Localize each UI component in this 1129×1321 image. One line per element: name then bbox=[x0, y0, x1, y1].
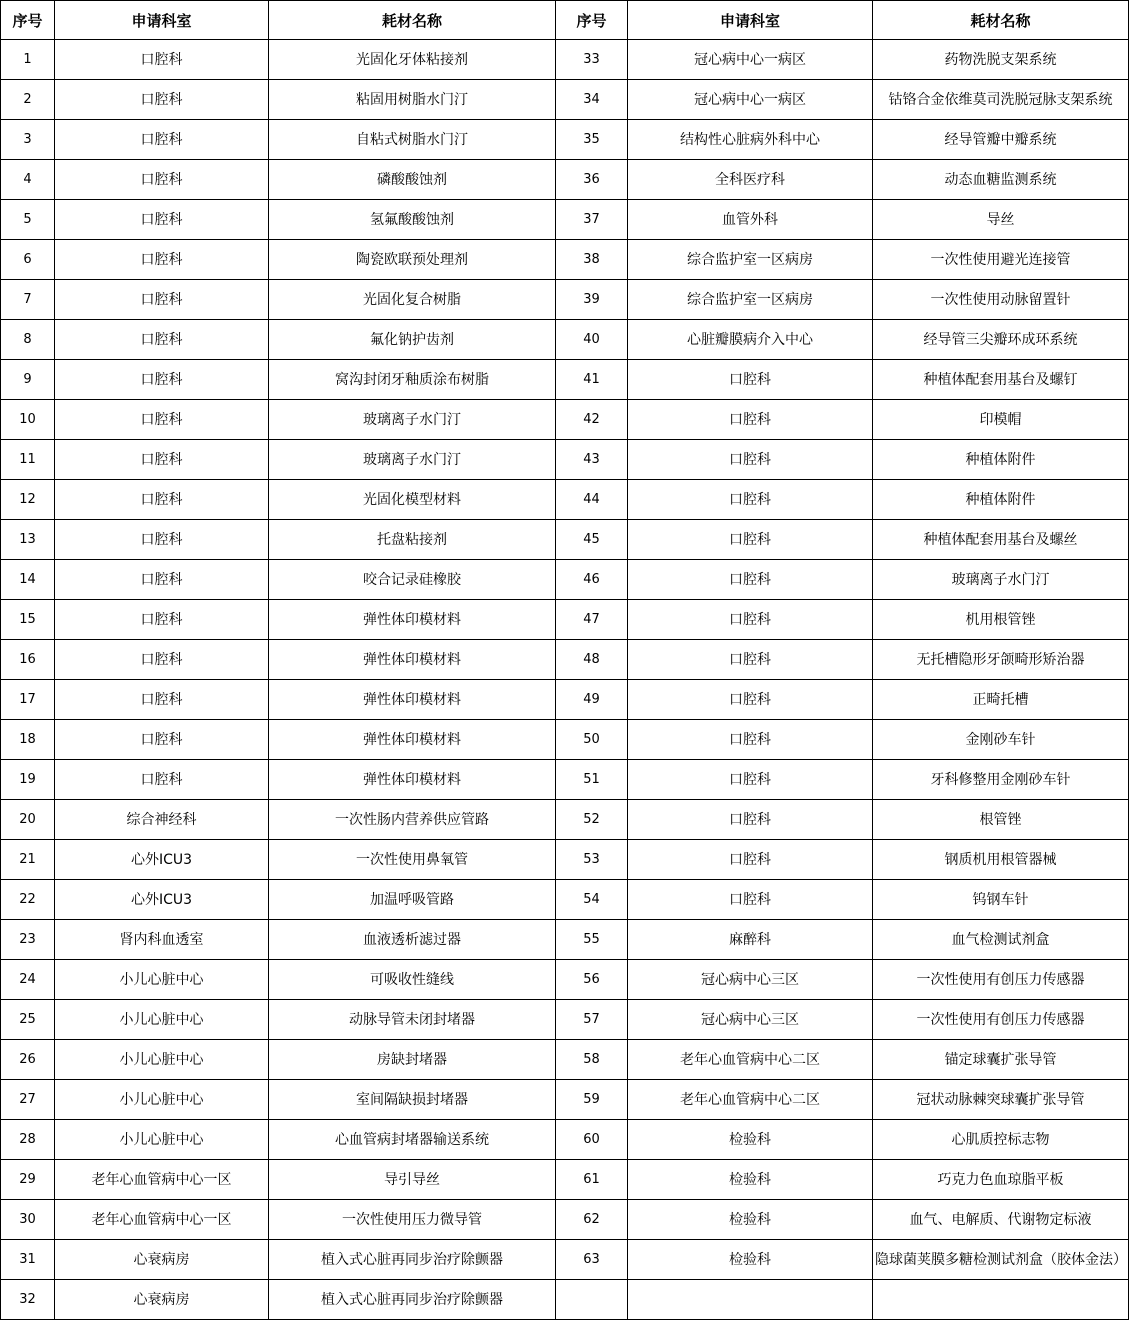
header-seq-left: 序号 bbox=[1, 1, 55, 40]
dept-cell: 口腔科 bbox=[55, 40, 269, 80]
dept-cell: 口腔科 bbox=[55, 640, 269, 680]
item-cell: 磷酸酸蚀剂 bbox=[269, 160, 556, 200]
seq-cell: 19 bbox=[1, 760, 55, 800]
item-cell: 弹性体印模材料 bbox=[269, 640, 556, 680]
dept-cell: 老年心血管病中心二区 bbox=[628, 1040, 873, 1080]
seq-cell: 59 bbox=[556, 1080, 628, 1120]
dept-cell: 老年心血管病中心一区 bbox=[55, 1160, 269, 1200]
seq-cell: 56 bbox=[556, 960, 628, 1000]
item-cell: 巧克力色血琼脂平板 bbox=[873, 1160, 1129, 1200]
dept-cell: 检验科 bbox=[628, 1120, 873, 1160]
seq-cell: 23 bbox=[1, 920, 55, 960]
dept-cell: 心外ICU3 bbox=[55, 840, 269, 880]
table-row bbox=[1, 480, 1129, 520]
table-row bbox=[1, 520, 1129, 560]
item-cell: 牙科修整用金刚砂车针 bbox=[873, 760, 1129, 800]
seq-cell: 43 bbox=[556, 440, 628, 480]
seq-cell: 17 bbox=[1, 680, 55, 720]
dept-cell: 口腔科 bbox=[628, 560, 873, 600]
item-cell: 弹性体印模材料 bbox=[269, 600, 556, 640]
seq-cell: 46 bbox=[556, 560, 628, 600]
item-cell: 粘固用树脂水门汀 bbox=[269, 80, 556, 120]
seq-cell: 12 bbox=[1, 480, 55, 520]
table-row bbox=[1, 1160, 1129, 1200]
dept-cell: 口腔科 bbox=[628, 360, 873, 400]
seq-cell: 26 bbox=[1, 1040, 55, 1080]
dept-cell: 检验科 bbox=[628, 1240, 873, 1280]
item-cell: 可吸收性缝线 bbox=[269, 960, 556, 1000]
dept-cell: 麻醉科 bbox=[628, 920, 873, 960]
seq-cell: 28 bbox=[1, 1120, 55, 1160]
seq-cell: 57 bbox=[556, 1000, 628, 1040]
dept-cell: 口腔科 bbox=[628, 720, 873, 760]
table-row bbox=[1, 960, 1129, 1000]
seq-cell: 42 bbox=[556, 400, 628, 440]
header-item-right: 耗材名称 bbox=[873, 1, 1129, 40]
header-item-left: 耗材名称 bbox=[269, 1, 556, 40]
table-row bbox=[1, 1200, 1129, 1240]
dept-cell: 口腔科 bbox=[628, 520, 873, 560]
item-cell: 弹性体印模材料 bbox=[269, 720, 556, 760]
item-cell: 托盘粘接剂 bbox=[269, 520, 556, 560]
dept-cell: 口腔科 bbox=[628, 640, 873, 680]
dept-cell: 冠心病中心三区 bbox=[628, 960, 873, 1000]
table-row bbox=[1, 800, 1129, 840]
item-cell: 隐球菌荚膜多糖检测试剂盒（胶体金法） bbox=[873, 1240, 1129, 1280]
item-cell: 无托槽隐形牙颌畸形矫治器 bbox=[873, 640, 1129, 680]
item-cell: 一次性使用鼻氧管 bbox=[269, 840, 556, 880]
table-row bbox=[1, 120, 1129, 160]
dept-cell bbox=[628, 1280, 873, 1320]
item-cell: 玻璃离子水门汀 bbox=[269, 400, 556, 440]
dept-cell: 口腔科 bbox=[55, 360, 269, 400]
seq-cell: 54 bbox=[556, 880, 628, 920]
dept-cell: 口腔科 bbox=[55, 120, 269, 160]
item-cell: 动态血糖监测系统 bbox=[873, 160, 1129, 200]
seq-cell: 1 bbox=[1, 40, 55, 80]
dept-cell: 口腔科 bbox=[628, 800, 873, 840]
seq-cell: 14 bbox=[1, 560, 55, 600]
item-cell: 正畸托槽 bbox=[873, 680, 1129, 720]
seq-cell: 52 bbox=[556, 800, 628, 840]
item-cell: 玻璃离子水门汀 bbox=[269, 440, 556, 480]
dept-cell: 口腔科 bbox=[628, 880, 873, 920]
item-cell: 钴铬合金依维莫司洗脱冠脉支架系统 bbox=[873, 80, 1129, 120]
dept-cell: 口腔科 bbox=[55, 280, 269, 320]
dept-cell: 心脏瓣膜病介入中心 bbox=[628, 320, 873, 360]
seq-cell: 29 bbox=[1, 1160, 55, 1200]
dept-cell: 口腔科 bbox=[628, 760, 873, 800]
seq-cell: 34 bbox=[556, 80, 628, 120]
dept-cell: 口腔科 bbox=[55, 480, 269, 520]
dept-cell: 小儿心脏中心 bbox=[55, 1000, 269, 1040]
item-cell: 种植体配套用基台及螺丝 bbox=[873, 520, 1129, 560]
dept-cell: 口腔科 bbox=[628, 680, 873, 720]
item-cell: 光固化模型材料 bbox=[269, 480, 556, 520]
item-cell: 一次性使用动脉留置针 bbox=[873, 280, 1129, 320]
dept-cell: 老年心血管病中心二区 bbox=[628, 1080, 873, 1120]
table-row bbox=[1, 760, 1129, 800]
seq-cell: 7 bbox=[1, 280, 55, 320]
dept-cell: 血管外科 bbox=[628, 200, 873, 240]
dept-cell: 肾内科血透室 bbox=[55, 920, 269, 960]
item-cell: 药物洗脱支架系统 bbox=[873, 40, 1129, 80]
item-cell: 机用根管锉 bbox=[873, 600, 1129, 640]
item-cell: 光固化牙体粘接剂 bbox=[269, 40, 556, 80]
seq-cell: 39 bbox=[556, 280, 628, 320]
table-row bbox=[1, 560, 1129, 600]
table-row bbox=[1, 600, 1129, 640]
dept-cell: 口腔科 bbox=[628, 480, 873, 520]
item-cell: 导引导丝 bbox=[269, 1160, 556, 1200]
item-cell: 房缺封堵器 bbox=[269, 1040, 556, 1080]
dept-cell: 口腔科 bbox=[628, 440, 873, 480]
table-row bbox=[1, 1240, 1129, 1280]
seq-cell: 31 bbox=[1, 1240, 55, 1280]
item-cell: 根管锉 bbox=[873, 800, 1129, 840]
table-row bbox=[1, 280, 1129, 320]
header-row bbox=[1, 1, 1129, 40]
table-row bbox=[1, 80, 1129, 120]
seq-cell: 60 bbox=[556, 1120, 628, 1160]
seq-cell: 49 bbox=[556, 680, 628, 720]
dept-cell: 口腔科 bbox=[55, 680, 269, 720]
header-seq-right: 序号 bbox=[556, 1, 628, 40]
table-row bbox=[1, 840, 1129, 880]
item-cell: 咬合记录硅橡胶 bbox=[269, 560, 556, 600]
item-cell: 氢氟酸酸蚀剂 bbox=[269, 200, 556, 240]
seq-cell: 3 bbox=[1, 120, 55, 160]
seq-cell: 25 bbox=[1, 1000, 55, 1040]
seq-cell: 2 bbox=[1, 80, 55, 120]
dept-cell: 心衰病房 bbox=[55, 1280, 269, 1320]
seq-cell: 58 bbox=[556, 1040, 628, 1080]
dept-cell: 小儿心脏中心 bbox=[55, 1040, 269, 1080]
table-row bbox=[1, 880, 1129, 920]
seq-cell: 51 bbox=[556, 760, 628, 800]
table-row bbox=[1, 1080, 1129, 1120]
item-cell: 金刚砂车针 bbox=[873, 720, 1129, 760]
table-row bbox=[1, 1120, 1129, 1160]
item-cell: 血气检测试剂盒 bbox=[873, 920, 1129, 960]
table-row bbox=[1, 160, 1129, 200]
seq-cell: 16 bbox=[1, 640, 55, 680]
dept-cell: 口腔科 bbox=[55, 80, 269, 120]
seq-cell: 10 bbox=[1, 400, 55, 440]
seq-cell: 53 bbox=[556, 840, 628, 880]
seq-cell: 22 bbox=[1, 880, 55, 920]
dept-cell: 口腔科 bbox=[55, 520, 269, 560]
dept-cell: 冠心病中心一病区 bbox=[628, 80, 873, 120]
seq-cell: 44 bbox=[556, 480, 628, 520]
item-cell bbox=[873, 1280, 1129, 1320]
item-cell: 经导管瓣中瓣系统 bbox=[873, 120, 1129, 160]
seq-cell: 6 bbox=[1, 240, 55, 280]
seq-cell: 37 bbox=[556, 200, 628, 240]
seq-cell: 11 bbox=[1, 440, 55, 480]
item-cell: 种植体附件 bbox=[873, 440, 1129, 480]
seq-cell: 63 bbox=[556, 1240, 628, 1280]
seq-cell: 61 bbox=[556, 1160, 628, 1200]
table-row bbox=[1, 40, 1129, 80]
item-cell: 植入式心脏再同步治疗除颤器 bbox=[269, 1240, 556, 1280]
item-cell: 植入式心脏再同步治疗除颤器 bbox=[269, 1280, 556, 1320]
dept-cell: 口腔科 bbox=[55, 240, 269, 280]
dept-cell: 冠心病中心一病区 bbox=[628, 40, 873, 80]
table-row bbox=[1, 440, 1129, 480]
item-cell: 经导管三尖瓣环成环系统 bbox=[873, 320, 1129, 360]
item-cell: 冠状动脉棘突球囊扩张导管 bbox=[873, 1080, 1129, 1120]
dept-cell: 综合监护室一区病房 bbox=[628, 240, 873, 280]
item-cell: 一次性肠内营养供应管路 bbox=[269, 800, 556, 840]
seq-cell: 27 bbox=[1, 1080, 55, 1120]
table-row bbox=[1, 720, 1129, 760]
item-cell: 血气、电解质、代谢物定标液 bbox=[873, 1200, 1129, 1240]
header-dept-left: 申请科室 bbox=[55, 1, 269, 40]
dept-cell: 口腔科 bbox=[55, 600, 269, 640]
dept-cell: 综合神经科 bbox=[55, 800, 269, 840]
item-cell: 加温呼吸管路 bbox=[269, 880, 556, 920]
item-cell: 锚定球囊扩张导管 bbox=[873, 1040, 1129, 1080]
table-row bbox=[1, 200, 1129, 240]
seq-cell: 38 bbox=[556, 240, 628, 280]
item-cell: 钢质机用根管器械 bbox=[873, 840, 1129, 880]
item-cell: 自粘式树脂水门汀 bbox=[269, 120, 556, 160]
table-row bbox=[1, 360, 1129, 400]
dept-cell: 全科医疗科 bbox=[628, 160, 873, 200]
item-cell: 导丝 bbox=[873, 200, 1129, 240]
seq-cell: 15 bbox=[1, 600, 55, 640]
seq-cell: 24 bbox=[1, 960, 55, 1000]
dept-cell: 口腔科 bbox=[55, 760, 269, 800]
dept-cell: 口腔科 bbox=[55, 440, 269, 480]
item-cell: 动脉导管未闭封堵器 bbox=[269, 1000, 556, 1040]
seq-cell bbox=[556, 1280, 628, 1320]
table-row bbox=[1, 1280, 1129, 1320]
table-row bbox=[1, 240, 1129, 280]
table-row bbox=[1, 320, 1129, 360]
seq-cell: 30 bbox=[1, 1200, 55, 1240]
seq-cell: 9 bbox=[1, 360, 55, 400]
seq-cell: 13 bbox=[1, 520, 55, 560]
seq-cell: 18 bbox=[1, 720, 55, 760]
header-dept-right: 申请科室 bbox=[628, 1, 873, 40]
dept-cell: 心外ICU3 bbox=[55, 880, 269, 920]
seq-cell: 32 bbox=[1, 1280, 55, 1320]
table-row bbox=[1, 400, 1129, 440]
item-cell: 弹性体印模材料 bbox=[269, 680, 556, 720]
dept-cell: 口腔科 bbox=[55, 400, 269, 440]
seq-cell: 55 bbox=[556, 920, 628, 960]
item-cell: 印模帽 bbox=[873, 400, 1129, 440]
item-cell: 种植体配套用基台及螺钉 bbox=[873, 360, 1129, 400]
seq-cell: 45 bbox=[556, 520, 628, 560]
item-cell: 一次性使用压力微导管 bbox=[269, 1200, 556, 1240]
table-row bbox=[1, 680, 1129, 720]
dept-cell: 结构性心脏病外科中心 bbox=[628, 120, 873, 160]
seq-cell: 5 bbox=[1, 200, 55, 240]
table-body bbox=[1, 40, 1129, 1320]
item-cell: 钨钢车针 bbox=[873, 880, 1129, 920]
seq-cell: 36 bbox=[556, 160, 628, 200]
seq-cell: 41 bbox=[556, 360, 628, 400]
seq-cell: 4 bbox=[1, 160, 55, 200]
table-row bbox=[1, 1000, 1129, 1040]
table-row bbox=[1, 920, 1129, 960]
item-cell: 心肌质控标志物 bbox=[873, 1120, 1129, 1160]
item-cell: 弹性体印模材料 bbox=[269, 760, 556, 800]
dept-cell: 检验科 bbox=[628, 1160, 873, 1200]
dept-cell: 心衰病房 bbox=[55, 1240, 269, 1280]
dept-cell: 口腔科 bbox=[55, 200, 269, 240]
item-cell: 种植体附件 bbox=[873, 480, 1129, 520]
seq-cell: 47 bbox=[556, 600, 628, 640]
item-cell: 心血管病封堵器输送系统 bbox=[269, 1120, 556, 1160]
seq-cell: 50 bbox=[556, 720, 628, 760]
item-cell: 玻璃离子水门汀 bbox=[873, 560, 1129, 600]
seq-cell: 20 bbox=[1, 800, 55, 840]
dept-cell: 综合监护室一区病房 bbox=[628, 280, 873, 320]
dept-cell: 口腔科 bbox=[55, 560, 269, 600]
table-row bbox=[1, 640, 1129, 680]
item-cell: 陶瓷欧联预处理剂 bbox=[269, 240, 556, 280]
seq-cell: 8 bbox=[1, 320, 55, 360]
item-cell: 室间隔缺损封堵器 bbox=[269, 1080, 556, 1120]
dept-cell: 检验科 bbox=[628, 1200, 873, 1240]
item-cell: 光固化复合树脂 bbox=[269, 280, 556, 320]
dept-cell: 老年心血管病中心一区 bbox=[55, 1200, 269, 1240]
seq-cell: 35 bbox=[556, 120, 628, 160]
item-cell: 一次性使用有创压力传感器 bbox=[873, 960, 1129, 1000]
item-cell: 血液透析滤过器 bbox=[269, 920, 556, 960]
seq-cell: 21 bbox=[1, 840, 55, 880]
item-cell: 氟化钠护齿剂 bbox=[269, 320, 556, 360]
dept-cell: 小儿心脏中心 bbox=[55, 960, 269, 1000]
seq-cell: 48 bbox=[556, 640, 628, 680]
seq-cell: 62 bbox=[556, 1200, 628, 1240]
item-cell: 一次性使用有创压力传感器 bbox=[873, 1000, 1129, 1040]
dept-cell: 口腔科 bbox=[55, 320, 269, 360]
dept-cell: 口腔科 bbox=[628, 400, 873, 440]
dept-cell: 冠心病中心三区 bbox=[628, 1000, 873, 1040]
dept-cell: 口腔科 bbox=[628, 840, 873, 880]
dept-cell: 口腔科 bbox=[55, 720, 269, 760]
dept-cell: 口腔科 bbox=[628, 600, 873, 640]
table-row bbox=[1, 1040, 1129, 1080]
item-cell: 一次性使用避光连接管 bbox=[873, 240, 1129, 280]
dept-cell: 小儿心脏中心 bbox=[55, 1080, 269, 1120]
seq-cell: 40 bbox=[556, 320, 628, 360]
dept-cell: 口腔科 bbox=[55, 160, 269, 200]
dept-cell: 小儿心脏中心 bbox=[55, 1120, 269, 1160]
item-cell: 窝沟封闭牙釉质涂布树脂 bbox=[269, 360, 556, 400]
seq-cell: 33 bbox=[556, 40, 628, 80]
